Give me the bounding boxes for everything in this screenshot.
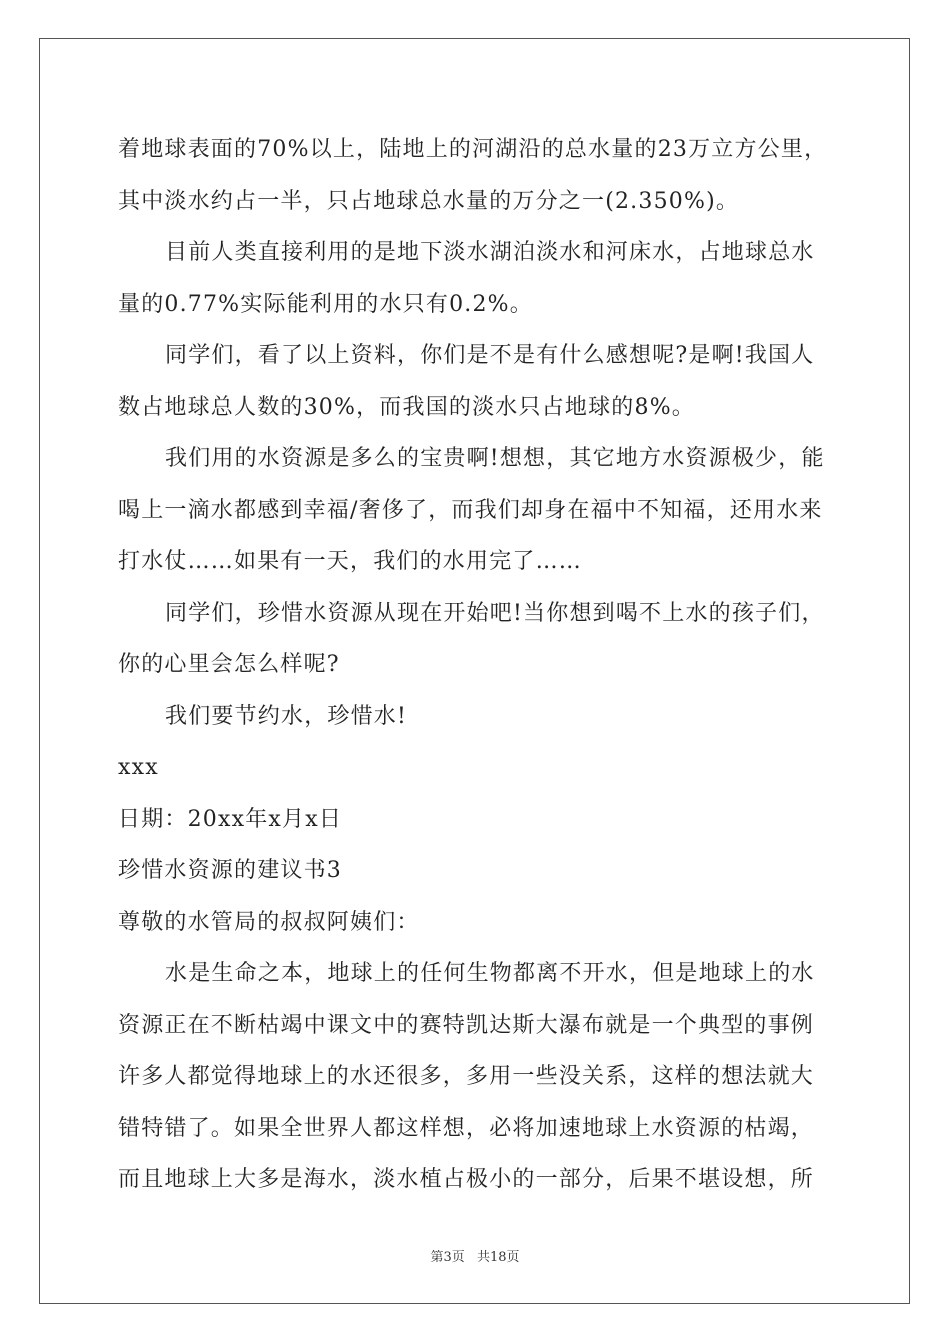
paragraph-2: 目前人类直接利用的是地下淡水湖泊淡水和河床水，占地球总水量的0.77%实际能利用的水只有0.2%。 [118, 240, 815, 317]
page-number: 第3页 [430, 1250, 465, 1265]
paragraph-3: 同学们，看了以上资料，你们是不是有什么感想呢?是啊!我国人数占地球总人数的30%，而我国的淡水只占地球的8%。 [118, 343, 815, 420]
paragraph-4: 我们用的水资源是多么的宝贵啊!想想，其它地方水资源极少，能喝上一滴水都感到幸福/奢侈了，而我们却身在福中不知福，还用水来打水仗……如果有一天，我们的水用完了…… [118, 446, 825, 574]
section-title: 珍惜水资源的建议书3 [118, 858, 342, 883]
paragraph-6: 我们要节约水，珍惜水! [165, 703, 408, 729]
signature: xxx [118, 755, 159, 780]
paragraph-1: 着地球表面的70%以上，陆地上的河湖沿的总水量的23万立方公里，其中淡水约占一半，只占地球总水量的万分之一(2.350%)。 [118, 137, 828, 214]
page-footer [0, 1246, 950, 1265]
paragraph-5: 同学们，珍惜水资源从现在开始吧!当你想到喝不上水的孩子们，你的心里会怎么样呢? [118, 600, 825, 677]
document-body [118, 124, 834, 1206]
salutation: 尊敬的水管局的叔叔阿姨们： [118, 909, 420, 935]
date-line: 日期：20xx年x月x日 [118, 806, 343, 832]
page-total: 共18页 [476, 1250, 520, 1265]
paragraph-body: 水是生命之本，地球上的任何生物都离不开水，但是地球上的水资源正在不断枯竭中课文中的赛特凯达斯大瀑布就是一个典型的事例许多人都觉得地球上的水还很多，多用一些没关系，这样的想法就大错特错了。如果全世界人都这样想，必将加速地球上水资源的枯竭，而且地球上大多是海水，淡水植占极小的一部分，后果不堪设想，所 [118, 961, 815, 1192]
